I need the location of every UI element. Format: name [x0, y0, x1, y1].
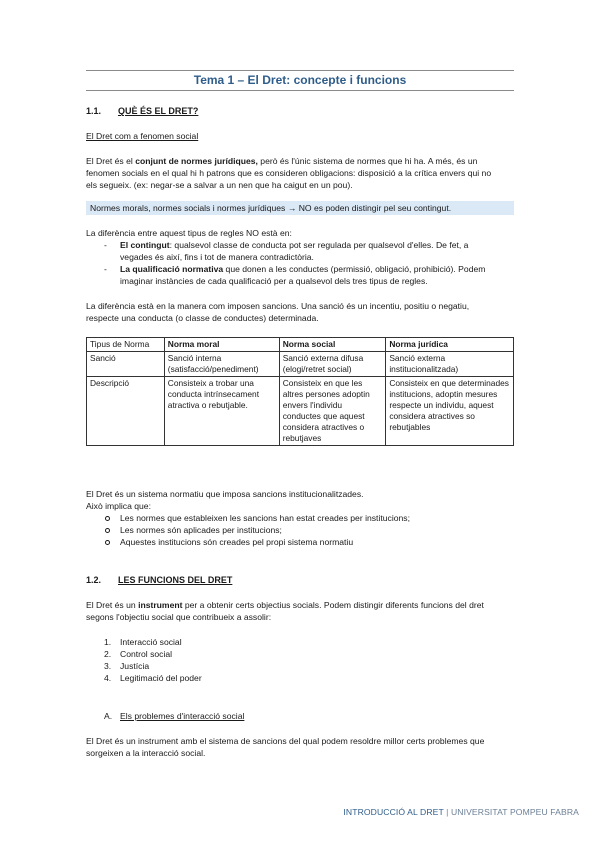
list-number: 4.: [104, 673, 112, 683]
title-bottom-rule: [86, 90, 514, 91]
table-cell: Consisteix en que les altres persones adoptin envers l'individu conductes que aquest considera atractives o rebutjaves: [279, 377, 386, 446]
list-number: 1.: [104, 637, 112, 647]
page-footer: [343, 806, 579, 818]
subsection-a-heading: [104, 710, 244, 722]
table-cell: Sanció interna (satisfacció/penediment): [164, 352, 279, 377]
text-run: El Dret és el: [86, 156, 136, 166]
paragraph-line: segons l'objectiu social que contribueix a assolir:: [86, 612, 272, 622]
paragraph-line: fenomen socials en el qual hi h patrons que es consideren obligacions: disposició a la crítica envers qui no: [86, 168, 492, 178]
text-run: El Dret és un: [86, 600, 139, 610]
table-cell: Consisteix a trobar una conducta intrínsecament atractiva o rebutjable.: [164, 377, 279, 446]
circle-list: [86, 512, 514, 548]
paragraph-line: [86, 155, 514, 167]
table-cell: Descripció: [87, 377, 165, 446]
table-row: [87, 352, 514, 377]
title-top-rule: [86, 70, 514, 71]
paragraph-line: els segueix. (ex: negar-se a salvar a un nen que ha caigut en un pou).: [86, 180, 353, 190]
bold-term: instrument: [138, 600, 183, 610]
highlight-box: [86, 201, 514, 215]
text-run: que donen a les conductes (permissió, obligació, prohibició). Podem: [223, 264, 486, 274]
text-run: per a obtenir certs objectius socials. Podem distingir diferents funcions del dret: [182, 600, 484, 610]
paragraph-line: El Dret és un instrument amb el sistema de sancions del qual podem resoldre millor certs problemes que: [86, 736, 485, 746]
list-item: Aquestes institucions són creades pel propi sistema normatiu: [86, 536, 514, 548]
text-run: vegades és així, fins i tot de manera contradictòria.: [120, 252, 314, 262]
list-item: Les normes són aplicades per institucions;: [86, 524, 514, 536]
table-header-cell: Norma jurídica: [386, 338, 514, 352]
paragraph-line: El Dret és un sistema normatiu que imposa sancions institucionalitzades.: [86, 489, 364, 499]
dash-list: [86, 239, 514, 287]
subsection-letter: A.: [104, 711, 113, 721]
section-2-title: LES FUNCIONS DEL DRET: [118, 575, 233, 585]
section-1-paragraph-4: [86, 488, 514, 512]
list-text: Control social: [120, 649, 173, 659]
section-2-number: 1.2.: [86, 575, 102, 585]
table-header-cell: Tipus de Norma: [87, 338, 165, 352]
list-number: 3.: [104, 661, 112, 671]
paragraph-line: Això implica que:: [86, 501, 151, 511]
section-2-paragraph-1: [86, 599, 514, 623]
paragraph-line: respecte una conducta (o classe de conductes) determinada.: [86, 313, 319, 323]
table-cell: Sanció: [87, 352, 165, 377]
table-row: [87, 377, 514, 446]
text-run: imaginar instàncies de cada qualificació per a qualsevol dels tres tipus de regles.: [120, 276, 428, 286]
list-item: [86, 672, 514, 684]
text-run: : qualsevol classe de conducta pot ser regulada per qualsevol d'elles. De fet, a: [169, 240, 469, 250]
bold-term: El contingut: [120, 240, 170, 250]
paragraph-line: sorgeixen a la interacció social.: [86, 748, 206, 758]
bold-term: La qualificació normativa: [120, 264, 224, 274]
section-1-paragraph-1: [86, 155, 514, 191]
section-1-paragraph-3: [86, 300, 514, 324]
table-header-row: [87, 338, 514, 352]
section-2-paragraph-2: [86, 735, 514, 759]
section-1-number: 1.1.: [86, 106, 102, 116]
table-cell: Sanció externa institucionalitzada): [386, 352, 514, 377]
section-1-heading: [86, 105, 198, 117]
highlight-text: Normes morals, normes socials i normes jurídiques → NO es poden distingir pel seu contingut.: [90, 203, 452, 213]
list-item: [86, 636, 514, 648]
table-header-cell: Norma moral: [164, 338, 279, 352]
norms-table: [86, 337, 514, 446]
list-item: [86, 660, 514, 672]
text-run: però és l'únic sistema de normes que hi ha. A més, és un: [257, 156, 478, 166]
page-title: Tema 1 – El Dret: concepte i funcions: [193, 73, 407, 87]
list-item: [86, 263, 514, 287]
subsection-title: Els problemes d'interacció social: [120, 711, 245, 721]
bold-term: conjunt de normes jurídiques,: [135, 156, 258, 166]
list-text: Interacció social: [120, 637, 182, 647]
section-1-subheading: El Dret com a fenomen social: [86, 131, 199, 141]
section-1-title: QUÈ ÉS EL DRET?: [118, 106, 199, 116]
table-header-cell: Norma social: [279, 338, 386, 352]
table-cell: Sanció externa difusa (elogi/retret social): [279, 352, 386, 377]
section-1-paragraph-2: La diferència entre aquest tipus de regles NO està en:: [86, 228, 292, 238]
list-number: 2.: [104, 649, 112, 659]
table-cell: Consisteix en que determinades institucions, adoptin mesures respecte un individu, aquest considera atractives so rebutjables: [386, 377, 514, 446]
paragraph-line: La diferència està en la manera com imposen sancions. Una sanció és un incentiu, positiu o negatiu,: [86, 301, 470, 311]
functions-list: [86, 636, 514, 684]
footer-university: UNIVERSITAT POMPEU FABRA: [451, 807, 579, 817]
footer-course: INTRODUCCIÓ AL DRET: [343, 807, 444, 817]
footer-separator: |: [443, 807, 451, 817]
list-text: Legitimació del poder: [120, 673, 202, 683]
list-item: [86, 239, 514, 263]
list-item: [86, 648, 514, 660]
section-2-heading: [86, 574, 232, 586]
list-text: Justícia: [120, 661, 150, 671]
list-item: Les normes que estableixen les sancions han estat creades per institucions;: [86, 512, 514, 524]
